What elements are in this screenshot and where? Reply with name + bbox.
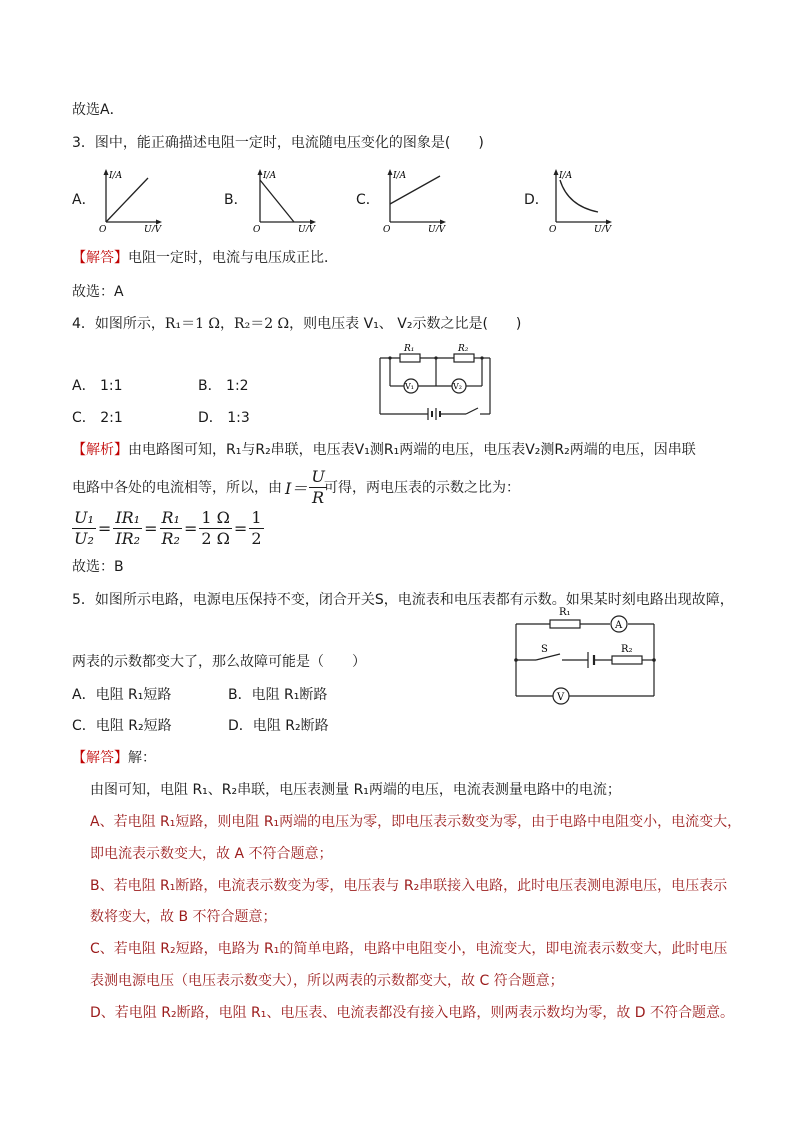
- solution-text: 由电路图可知，R₁与R₂串联，电压表V₁测R₁两端的电压，电压表V₂测R₂两端的电压，因串联: [128, 442, 696, 458]
- q5-analysis-c-line2: 表测电源电压（电压表示数变大），所以两表的示数都变大，故 C 符合题意；: [90, 973, 564, 989]
- q3-option-b: B．: [224, 192, 248, 208]
- x-axis-label: U/V: [298, 225, 316, 232]
- ratio-u2: U₂: [74, 529, 94, 548]
- q5-analysis: 由图可知，电阻 R₁、R₂串联，电压表测量 R₁两端的电压，电流表测量电路中的电流；: [90, 782, 621, 798]
- ohm-denominator: R: [312, 488, 325, 507]
- stem-suffix: 则电压表 V₁、 V₂示数之比是( ): [303, 316, 522, 332]
- ratio-v1: 1 Ω: [201, 508, 230, 527]
- solution-head: 解：: [128, 750, 156, 766]
- r1-label: R₁: [559, 607, 571, 618]
- q5-analysis-a-line2: 即电流表示数变大，故 A 不符合题意；: [90, 846, 333, 862]
- solution-text-a: 电路中各处的电流相等，所以，由: [72, 480, 282, 496]
- solution-tag: 【解析】: [72, 442, 128, 458]
- q4-option-c: C． 2:1: [72, 410, 123, 426]
- y-axis-label: I/A: [393, 171, 407, 181]
- origin-label: O: [99, 225, 107, 232]
- r2-value: R₂＝2 Ω，: [234, 316, 304, 332]
- q4-option-d: D． 1:3: [198, 410, 250, 426]
- ratio-v2: 2 Ω: [201, 529, 230, 548]
- ratio-result-n: 1: [251, 508, 262, 527]
- origin-label: O: [253, 225, 261, 232]
- r1-label: R₁: [404, 344, 415, 354]
- q3-solution: [72, 248, 338, 268]
- ratio-r1: R₁: [161, 508, 180, 527]
- x-axis-label: U/V: [594, 225, 612, 232]
- q2-answer: 故选A．: [72, 102, 124, 118]
- x-axis-label: U/V: [144, 225, 162, 232]
- q4-answer: 故选：B: [72, 559, 124, 575]
- solution-tag: 【解答】: [72, 750, 128, 766]
- q4-solution-line2: [72, 478, 282, 498]
- q3-graph-b: [250, 166, 320, 232]
- origin-label: O: [383, 225, 391, 232]
- x-axis-label: U/V: [428, 225, 446, 232]
- q3-stem: 3．图中，能正确描述电阻一定时，电流随电压变化的图象是( ): [72, 135, 484, 151]
- ratio-result-d: 2: [251, 529, 262, 548]
- y-axis-label: I/A: [263, 171, 277, 181]
- r2-label: R₂: [621, 644, 633, 655]
- q4-stem: [72, 314, 521, 334]
- v1-label: V₁: [405, 382, 414, 391]
- q3-graph-d: [546, 166, 616, 232]
- voltage-ratio-formula: $\frac{\text{U₁}}{\text{U₂}}$ = $\frac{\text{IR₁}}{\text{IR₂}}$ = $\frac{\text{R₁}}{\text{R₂}}$ = $\frac{1 \Omega}{2 \Omega}$ = $\frac{1}{2}$: [74, 508, 262, 548]
- q5-analysis-b-line1: B、若电阻 R₁断路，电流表示数变为零，电压表与 R₂串联接入电路，此时电压表测电源电压，电压表示: [90, 878, 728, 894]
- q5-option-a: A．电阻 R₁短路: [72, 687, 172, 703]
- q4-circuit-diagram: [374, 342, 500, 420]
- r1-value: R₁＝1 Ω，: [164, 316, 235, 332]
- q5-stem-line2: 两表的示数都变大了，那么故障可能是（ ）: [72, 654, 366, 670]
- ammeter-label: A: [615, 620, 623, 631]
- q5-analysis-a-line1: A、若电阻 R₁短路，则电阻 R₁两端的电压为零，即电压表示数变为零，由于电路中电阻变小，电流变大，: [90, 814, 742, 830]
- ratio-r2: R₂: [161, 529, 180, 548]
- q4-solution-line2-tail: 可得，两电压表的示数之比为：: [324, 480, 520, 496]
- q3-answer: 故选：A: [72, 284, 124, 300]
- stem-prefix: 4．如图所示，: [72, 316, 165, 332]
- q4-option-b: B． 1:2: [198, 378, 249, 394]
- q5-analysis-b-line2: 数将变大，故 B 不符合题意；: [90, 909, 277, 925]
- v2-label: V₂: [453, 382, 462, 391]
- origin-label: O: [549, 225, 557, 232]
- switch-label: S: [541, 644, 548, 655]
- q5-stem-line1: 5．如图所示电路，电源电压保持不变，闭合开关S，电流表和电压表都有示数。如果某时刻电路出现故障，: [72, 592, 734, 608]
- q5-circuit-diagram: [508, 604, 660, 710]
- ohm-numerator: U: [311, 467, 325, 486]
- q4-option-a: A． 1:1: [72, 378, 123, 394]
- y-axis-label: I/A: [109, 171, 123, 181]
- q3-option-a: A．: [72, 192, 96, 208]
- voltmeter-label: V: [557, 692, 565, 703]
- q5-analysis-d-line1: D、若电阻 R₂断路，电阻 R₁、电压表、电流表都没有接入电路，则两表示数均为零，故 D 不符合题意。: [90, 1005, 735, 1021]
- q5-solution-head: [72, 748, 156, 768]
- y-axis-label: I/A: [559, 171, 573, 181]
- q3-option-d: D．: [524, 192, 549, 208]
- q3-graph-c: [380, 166, 450, 232]
- ratio-ir2: IR₂: [115, 529, 141, 548]
- q5-analysis-c-line1: C、若电阻 R₂短路，电路为 R₁的简单电路，电路中电阻变小，电流变大，即电流表示数变大，此时电压: [90, 941, 728, 957]
- q3-graph-a: [96, 166, 166, 232]
- q4-solution-line1: [72, 440, 696, 460]
- r2-label: R₂: [458, 344, 469, 354]
- q5-option-b: B．电阻 R₁断路: [228, 687, 328, 703]
- q3-option-c: C．: [356, 192, 380, 208]
- ohm-law-formula: [283, 467, 327, 508]
- q5-option-d: D．电阻 R₂断路: [228, 718, 329, 734]
- ratio-ir1: IR₁: [115, 508, 141, 527]
- ohm-lhs: I＝: [285, 479, 308, 498]
- ratio-u1: U₁: [74, 508, 94, 527]
- solution-tag: 【解答】: [72, 250, 128, 266]
- q5-option-c: C．电阻 R₂短路: [72, 718, 172, 734]
- solution-text: 电阻一定时，电流与电压成正比．: [128, 250, 338, 266]
